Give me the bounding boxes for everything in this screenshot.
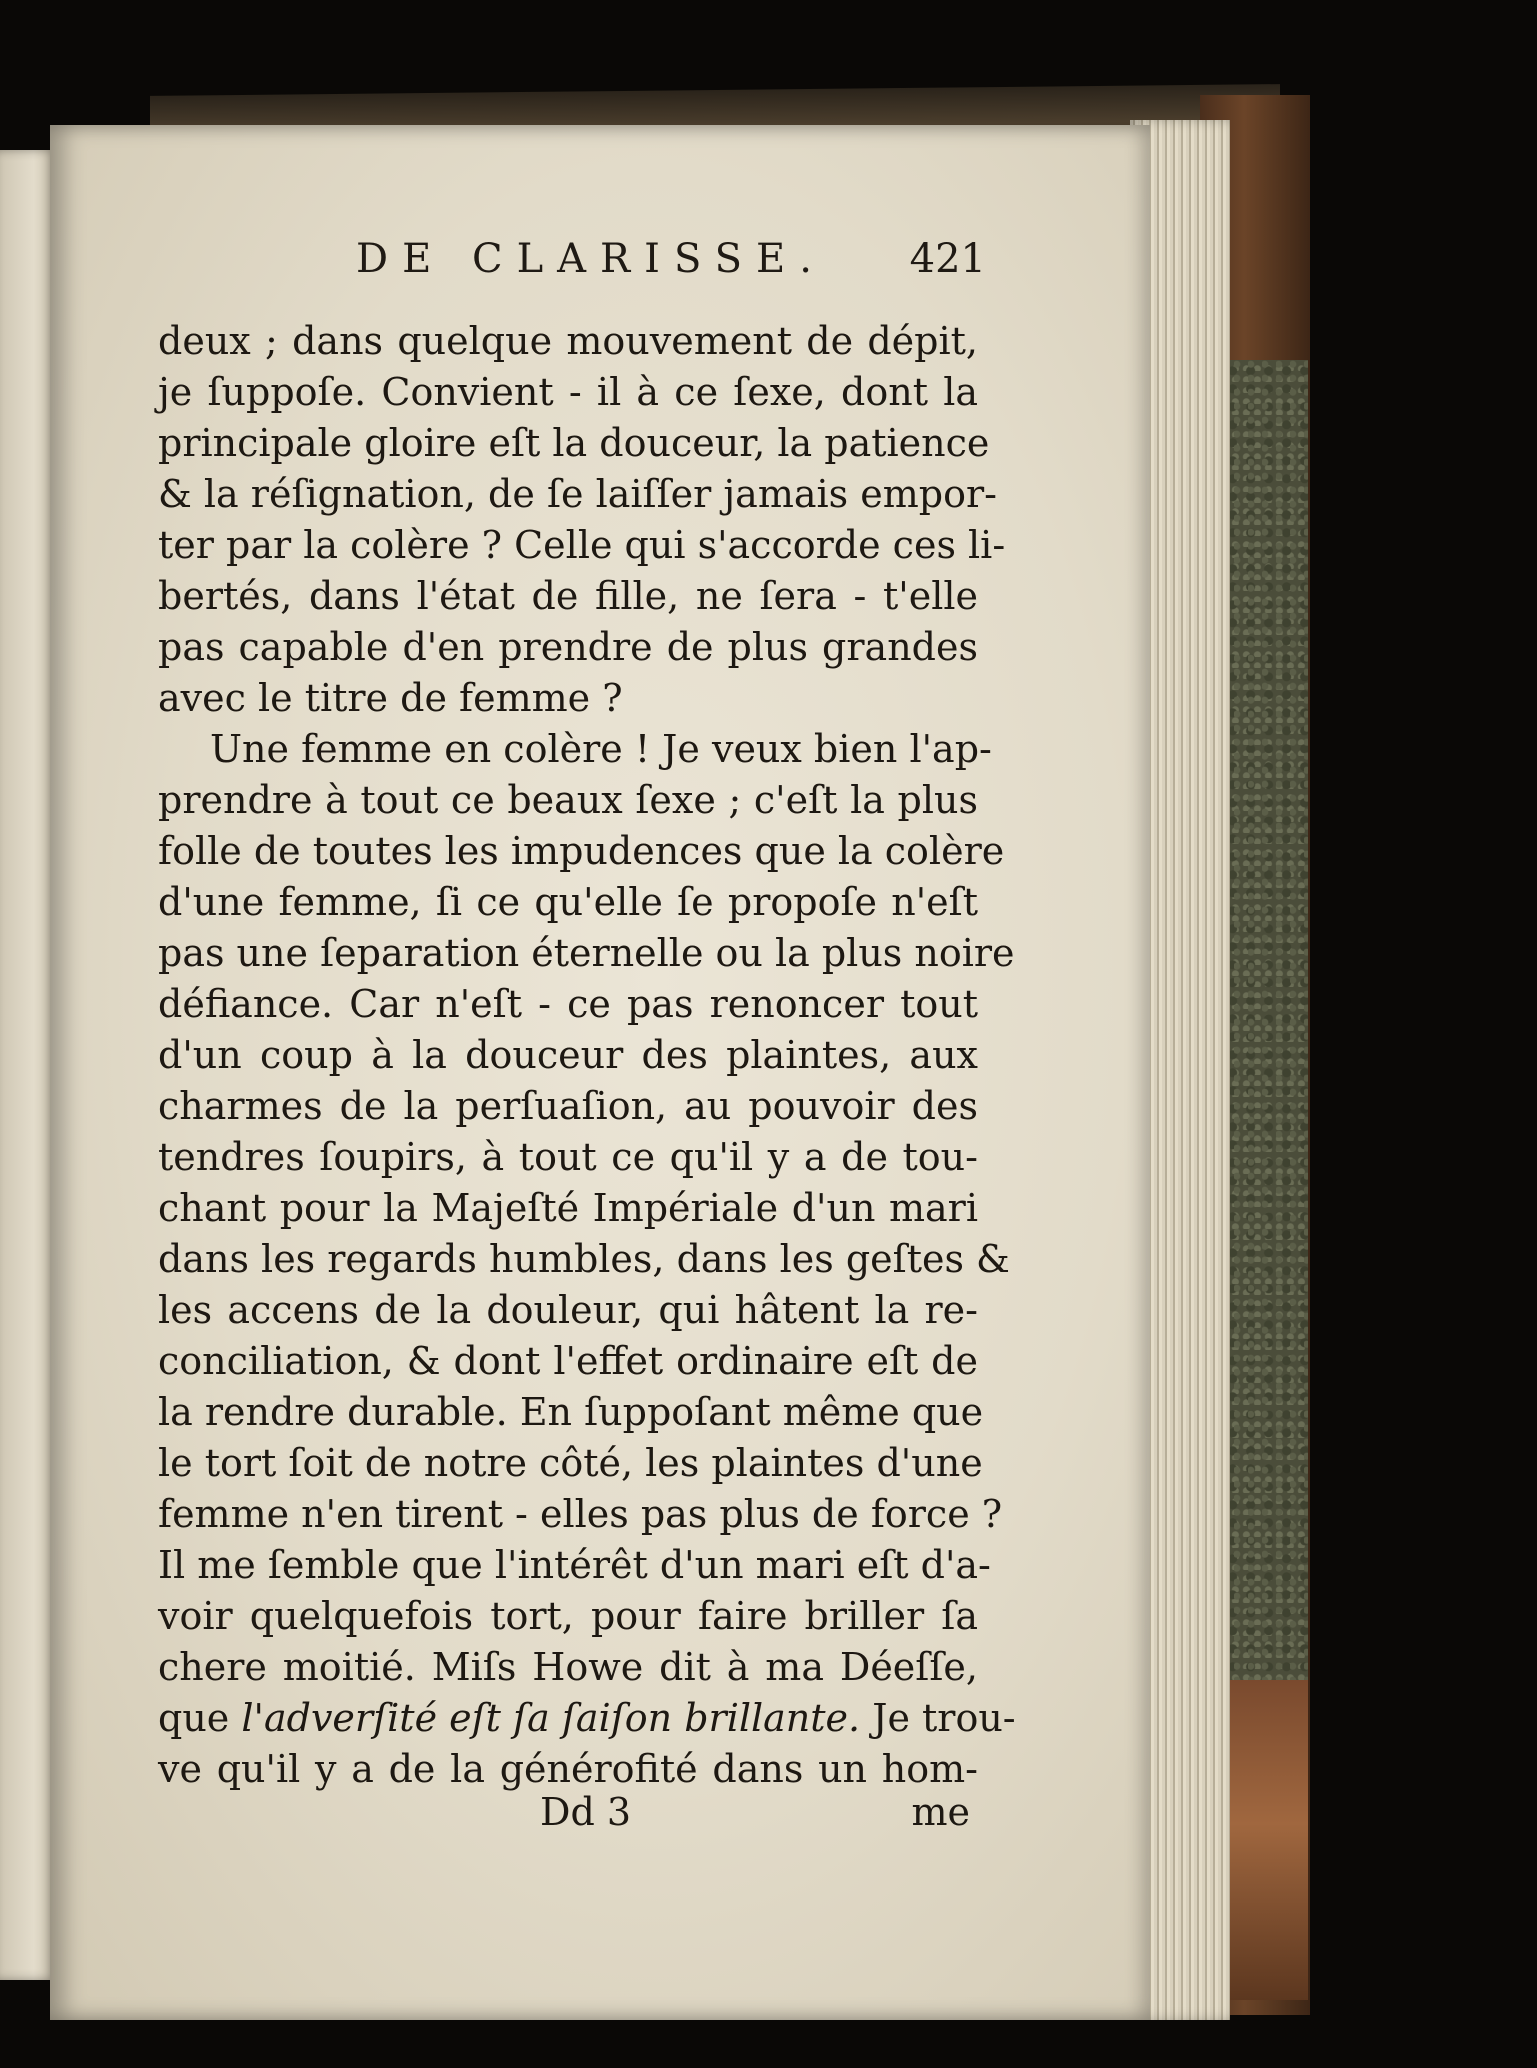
text-line: Une femme en colère ! Je veux bien l'ap- <box>210 727 992 771</box>
text-line: prendre à tout ce beaux ſexe ; c'eſt la plus <box>158 778 978 822</box>
text-line: dans les regards humbles, dans les geſtes & <box>158 1237 1010 1281</box>
text-line: avec le titre de femme ? <box>158 676 623 720</box>
page-number: 421 <box>909 236 986 282</box>
text-line: conciliation, & dont l'effet ordinaire eſt de <box>158 1339 978 1383</box>
page-header <box>296 232 986 292</box>
text-line: ter par la colère ? Celle qui s'accorde ces li- <box>158 523 1006 567</box>
running-title: DE CLARISSE. <box>356 236 826 282</box>
text-line: bertés, dans l'état de fille, ne ſera - t'elle <box>158 574 978 618</box>
signature-mark: Dd 3 <box>540 1790 632 1834</box>
text-line: ve qu'il y a de la générofité dans un hom- <box>158 1747 978 1791</box>
text-line: & la réſignation, de ſe laiſſer jamais empor- <box>158 472 997 516</box>
text-line: défiance. Car n'eſt - ce pas renoncer tout <box>158 982 978 1026</box>
text-line: je ſuppoſe. Convient - il à ce ſexe, dont la <box>158 370 978 414</box>
text-line: Il me ſemble que l'intérêt d'un mari eſt d'a- <box>158 1543 991 1587</box>
text-line: charmes de la perſuaſion, au pouvoir des <box>158 1084 978 1128</box>
previous-page-edge <box>0 150 56 1980</box>
text-line: les accens de la douleur, qui hâtent la re- <box>158 1288 978 1332</box>
text-line: femme n'en tirent - elles pas plus de force ? <box>158 1492 1003 1536</box>
text-line: voir quelquefois tort, pour faire briller ſa <box>158 1594 978 1638</box>
text-line: principale gloire eſt la douceur, la patience <box>158 421 990 465</box>
text-line: d'un coup à la douceur des plaintes, aux <box>158 1033 978 1077</box>
text-line: folle de toutes les impudences que la colère <box>158 829 1005 873</box>
text-after-italic: Je trou- <box>860 1696 1016 1740</box>
italic-quotation: l'adverſité eſt ſa ſaiſon brillante. <box>241 1696 861 1740</box>
text-line: le tort ſoit de notre côté, les plaintes d'une <box>158 1441 983 1485</box>
text-line: tendres ſoupirs, à tout ce qu'il y a de tou- <box>158 1135 978 1179</box>
text-line: deux ; dans quelque mouvement de dépit, <box>158 319 978 363</box>
catchword: me <box>911 1790 970 1834</box>
marbled-board <box>1220 360 1308 1680</box>
italic-text-line <box>158 1693 1016 1744</box>
leather-corner <box>1222 1680 1308 2000</box>
page-footer <box>540 1790 970 1840</box>
text-line: chant pour la Majeſté Impériale d'un mari <box>158 1186 978 1230</box>
text-line: la rendre durable. En ſuppoſant même que <box>158 1390 984 1434</box>
text-line: chere moitié. Miſs Howe dit à ma Déeſſe, <box>158 1645 978 1689</box>
text-line: d'une femme, ſi ce qu'elle ſe propoſe n'eſt <box>158 880 978 924</box>
text-line: pas une ſeparation éternelle ou la plus noire <box>158 931 1015 975</box>
text-before-italic: que <box>158 1696 242 1740</box>
text-line: pas capable d'en prendre de plus grandes <box>158 625 978 669</box>
body-text <box>158 316 1016 1795</box>
